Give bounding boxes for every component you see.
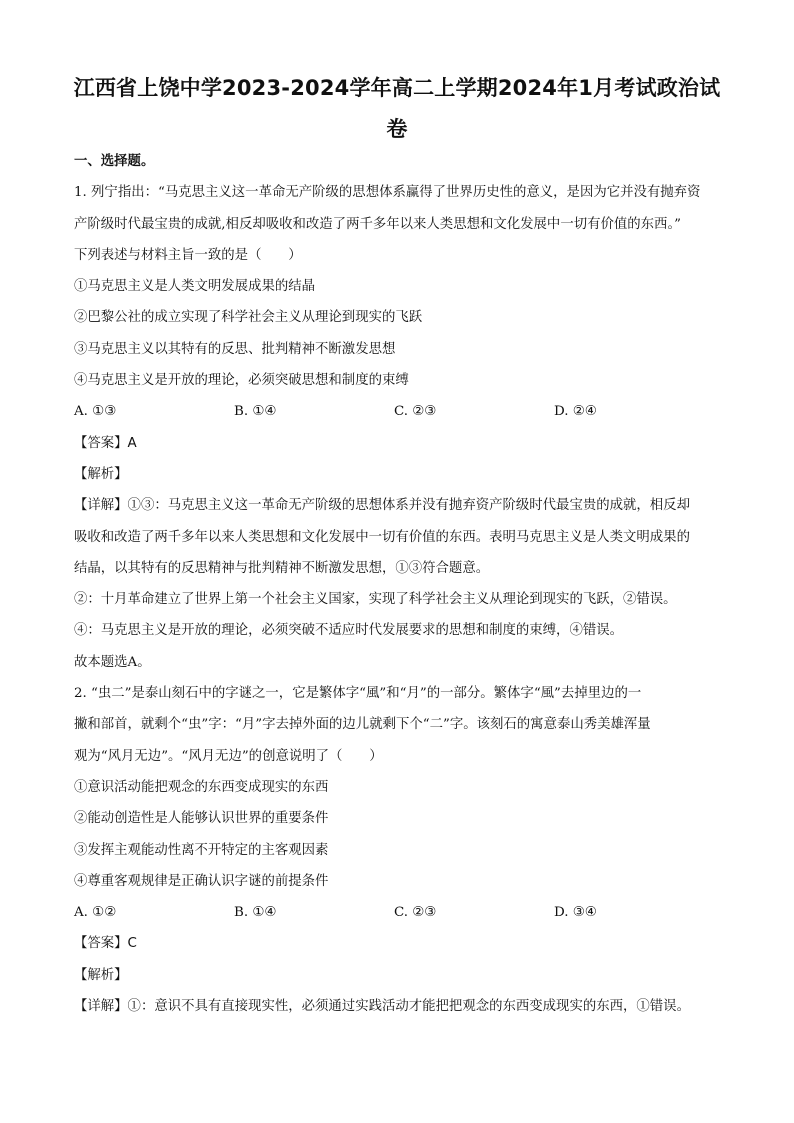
q2-option-b: B. ①④ — [234, 905, 277, 921]
q1-analysis-label: 【解析】 — [74, 466, 128, 482]
q2-item-2: ②能动创造性是人能够认识世界的重要条件 — [74, 811, 329, 827]
q1-item-1: ①马克思主义是人类文明发展成果的结晶 — [74, 279, 316, 295]
q1-item-3: ③马克思主义以其特有的反思、批判精神不断激发思想 — [74, 341, 396, 357]
q2-analysis-label: 【解析】 — [74, 967, 128, 983]
q2-stem-line-3: 观为“风月无边”。“风月无边”的创意说明了（ ） — [74, 748, 383, 764]
q1-option-c: C. ②③ — [394, 404, 437, 420]
q1-item-4: ④马克思主义是开放的理论，必须突破思想和制度的束缚 — [74, 373, 409, 389]
q1-option-d: D. ②④ — [554, 404, 597, 420]
q2-detail-line-1: 【详解】①：意识不具有直接现实性，必须通过实践活动才能把把观念的东西变成现实的东西，①错误。 — [74, 999, 690, 1015]
q2-option-c: C. ②③ — [394, 905, 437, 921]
q1-option-a: A. ①③ — [74, 404, 117, 420]
document-body — [74, 146, 724, 1022]
section-heading: 一、选择题。 — [74, 154, 155, 169]
q1-item-2: ②巴黎公社的成立实现了科学社会主义从理论到现实的飞跃 — [74, 310, 423, 326]
q2-stem-line-2: 撇和部首，就剩个“虫”字：“月”字去掉外面的边儿就剩下个“二”字。该刻石的寓意泰山秀美雄浑量 — [74, 717, 651, 733]
q2-option-d: D. ③④ — [554, 905, 597, 921]
q2-item-4: ④尊重客观规律是正确认识字谜的前提条件 — [74, 873, 329, 889]
q1-option-b: B. ①④ — [234, 404, 277, 420]
q2-options — [74, 897, 724, 928]
q2-option-a: A. ①② — [74, 905, 117, 921]
q1-detail-line-6: 故本题选A。 — [74, 654, 151, 670]
q1-detail-line-2: 吸收和改造了两千多年以来人类思想和文化发展中一切有价值的东西。表明马克思主义是人类文明成果的 — [74, 529, 690, 545]
q1-detail-line-3: 结晶，以其特有的反思精神与批判精神不断激发思想，①③符合题意。 — [74, 560, 490, 576]
q1-stem-line-3: 下列表述与材料主旨一致的是（ ） — [74, 247, 302, 263]
document-title-line-1: 江西省上饶中学2023-2024学年高二上学期2024年1月考试政治试 — [73, 76, 721, 100]
q1-options — [74, 396, 724, 427]
q1-answer: 【答案】A — [74, 435, 137, 451]
q1-detail-line-4: ②：十月革命建立了世界上第一个社会主义国家，实现了科学社会主义从理论到现实的飞跃，②错误。 — [74, 592, 677, 608]
q1-stem-line-2: 产阶级时代最宝贵的成就,相反却吸收和改造了两千多年以来人类思想和文化发展中一切有价值的东西。” — [74, 216, 681, 232]
q2-item-3: ③发挥主观能动性离不开特定的主客观因素 — [74, 842, 329, 858]
document-title-line-2: 卷 — [386, 117, 408, 141]
q1-stem-line-1: 1. 列宁指出：“马克思主义这一革命无产阶级的思想体系赢得了世界历史性的意义，是因为它并没有抛弃资 — [74, 185, 701, 201]
q1-detail-line-5: ④：马克思主义是开放的理论，必须突破不适应时代发展要求的思想和制度的束缚，④错误。 — [74, 623, 624, 639]
q2-answer: 【答案】C — [74, 936, 137, 952]
q2-stem-line-1: 2. “虫二”是泰山刻石中的字谜之一，它是繁体字“風”和“月”的一部分。繁体字“風”去掉里边的一 — [74, 686, 642, 702]
q2-item-1: ①意识活动能把观念的东西变成现实的东西 — [74, 779, 329, 795]
q1-detail-line-1: 【详解】①③：马克思主义这一革命无产阶级的思想体系并没有抛弃资产阶级时代最宝贵的成就，相反却 — [74, 498, 690, 514]
